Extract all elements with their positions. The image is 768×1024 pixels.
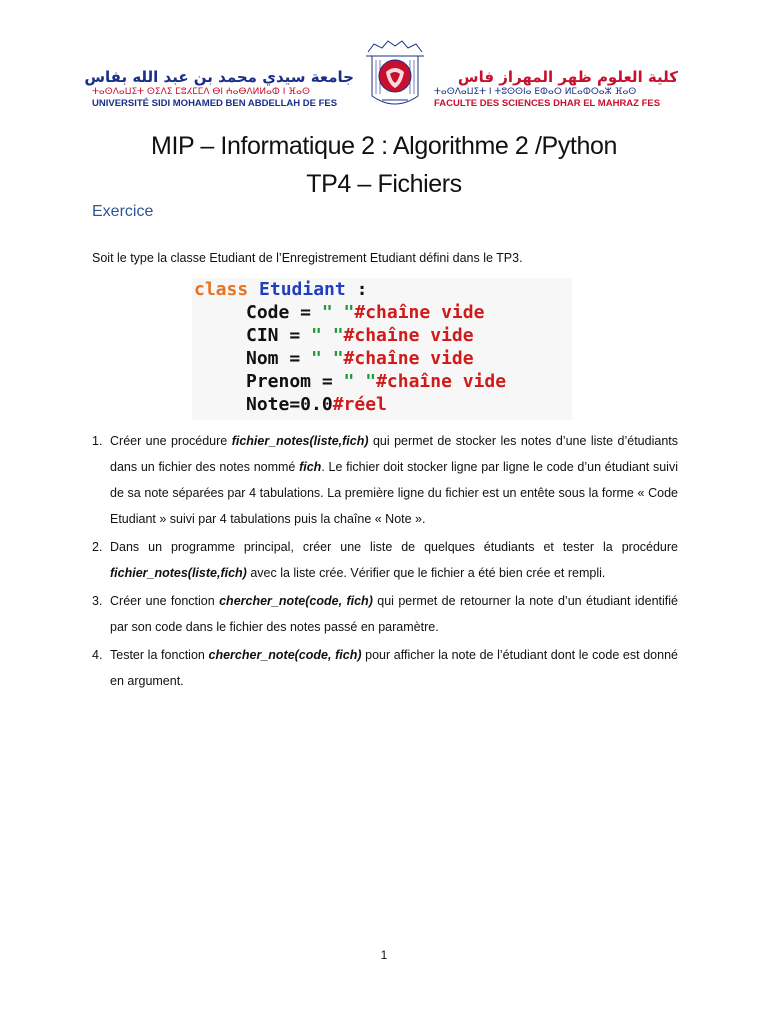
code-string: " "	[321, 302, 355, 323]
list-text: Tester la fonction	[110, 648, 209, 662]
code-class-name: Etudiant	[259, 279, 346, 300]
code-field: Note=0.0	[246, 394, 333, 415]
code-line-note	[246, 393, 387, 416]
university-emblem-icon	[362, 38, 428, 112]
code-line-nom	[246, 347, 474, 370]
code-field: Nom =	[246, 348, 312, 369]
code-line-class	[194, 278, 367, 301]
page-number: 1	[380, 948, 388, 962]
list-text: qui permet de stocker les notes d’une liste d’étudiants dans un fichier des notes nommé	[110, 434, 678, 474]
code-comment: #réel	[332, 394, 387, 415]
code-string: " "	[311, 348, 344, 369]
exercise-list	[92, 428, 678, 696]
section-heading: Exercice	[92, 203, 154, 220]
code-field: Code =	[246, 302, 322, 323]
university-tifinagh-name: ⵜⴰⵙⴷⴰⵡⵉⵜ ⵙⵉⴷⵉ ⵎⵓⵃⵎⵎⴷ ⴱⵏ ⵄⴰⴱⴷⵍⵍⴰⵀ ⵏ ⴼⴰⵙ	[92, 87, 310, 97]
list-text: qui permet de retourner la note d’un étudiant identifié par son code dans le fichier des notes passé en paramètre.	[110, 594, 678, 634]
code-line-prenom	[246, 370, 506, 393]
function-name: fichier_notes(liste,fich)	[110, 566, 247, 580]
university-arabic-name: جامعة سيدي محمد بن عبد الله بفاس	[84, 68, 354, 86]
intro-paragraph: Soit le type la classe Etudiant de l’Enregistrement Etudiant défini dans le TP3.	[92, 251, 523, 265]
list-item	[92, 588, 678, 640]
list-text: . Le fichier doit stocker ligne par ligne le code d’un étudiant suivi de sa note séparées par 4 tabulations. La première ligne du fichier est un entête sous la forme « Code Etudiant » suivi par 4 tabulations puis la chaîne « Note ».	[110, 460, 678, 526]
code-comment: #chaîne vide	[354, 302, 485, 323]
list-text: Dans un programme principal, créer une liste de quelques étudiants et tester la procédure	[110, 540, 678, 554]
faculty-name: FACULTE DES SCIENCES DHAR EL MAHRAZ FES	[434, 98, 661, 109]
code-line-code	[246, 301, 484, 324]
function-name: fichier_notes(liste,fich)	[231, 434, 369, 448]
list-item	[92, 534, 678, 586]
code-field: CIN =	[246, 325, 312, 346]
code-block	[192, 278, 572, 420]
code-field: Prenom =	[246, 371, 344, 392]
code-line-cin	[246, 324, 474, 347]
document-subtitle: TP4 – Fichiers	[306, 170, 462, 198]
function-name: chercher_note(code, fich)	[208, 648, 362, 662]
list-text: pour afficher la note de l’étudiant dont le code est donné en argument.	[110, 648, 678, 688]
code-comment: #chaîne vide	[343, 325, 474, 346]
list-number: 4.	[92, 648, 103, 662]
code-colon: :	[345, 279, 368, 300]
list-number: 3.	[92, 594, 103, 608]
code-comment: #chaîne vide	[343, 348, 474, 369]
list-number: 1.	[92, 434, 103, 448]
code-keyword: class	[194, 279, 249, 300]
code-string: " "	[343, 371, 377, 392]
faculty-tifinagh-name: ⵜⴰⵙⴷⴰⵡⵉⵜ ⵏ ⵜⵓⵙⵙⵏⴰ ⴹⵀⴰⵔ ⵍⵎⴰⵀⵔⴰⵣ ⴼⴰⵙ	[434, 87, 637, 97]
university-logo-text	[84, 68, 354, 110]
faculty-arabic-name: كلية العلوم ظهر المهراز فاس	[457, 68, 678, 86]
list-text: Créer une procédure	[110, 434, 232, 448]
document-title: MIP – Informatique 2 : Algorithme 2 /Python	[151, 132, 617, 160]
faculty-logo-text	[434, 68, 678, 110]
parameter-name: fich	[299, 460, 322, 474]
list-text: Créer une fonction	[110, 594, 220, 608]
function-name: chercher_note(code, fich)	[219, 594, 373, 608]
list-item	[92, 642, 678, 694]
code-comment: #chaîne vide	[376, 371, 507, 392]
letterhead	[84, 38, 678, 114]
university-name: UNIVERSITÉ SIDI MOHAMED BEN ABDELLAH DE FES	[92, 98, 338, 109]
list-item	[92, 428, 678, 532]
code-string: " "	[311, 325, 344, 346]
list-number: 2.	[92, 540, 103, 554]
list-text: avec la liste crée. Vérifier que le fichier a été bien crée et rempli.	[246, 566, 606, 580]
